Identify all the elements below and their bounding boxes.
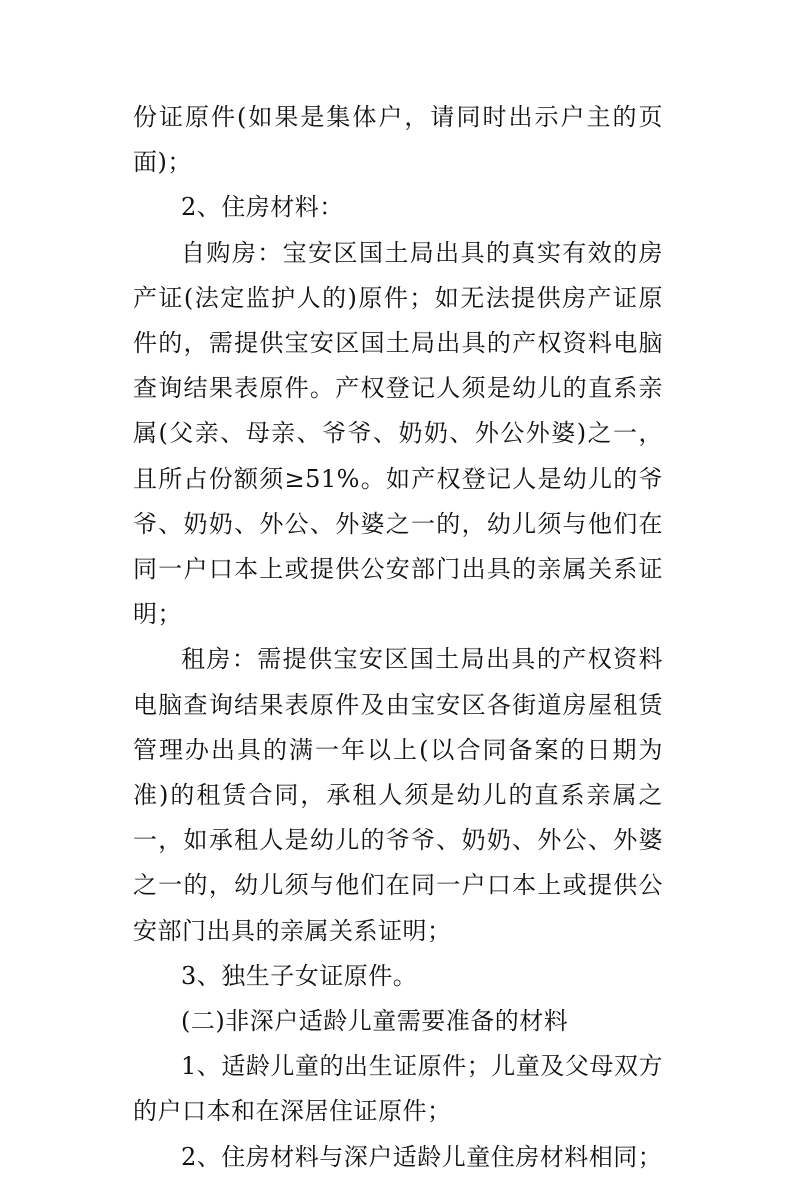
paragraph-rented-house: 租房：需提供宝安区国土局出具的产权资料电脑查询结果表原件及由宝安区各街道房屋租赁管理办出具的满一年以上(以合同备案的日期为准)的租赁合同，承租人须是幼儿的直系亲属之一，如承租人是幼儿的爷爷、奶奶、外公、外婆之一的，幼儿须与他们在同一户口本上或提供公安部门出具的亲属关系证明； <box>133 645 663 945</box>
paragraph-only-child-certificate: 3、独生子女证原件。 <box>181 961 418 990</box>
paragraph-housing-heading: 2、住房材料： <box>181 193 344 222</box>
document-body <box>133 95 663 1180</box>
paragraph-id-card-continuation: 份证原件(如果是集体户，请同时出示户主的页面)； <box>133 103 663 177</box>
section-heading-non-shenzhen: (二)非深户适龄儿童需要准备的材料 <box>181 1007 569 1036</box>
paragraph-owned-house: 自购房：宝安区国土局出具的真实有效的房产证(法定监护人的)原件；如无法提供房产证原件的，需提供宝安区国土局出具的产权资料电脑查询结果表原件。产权登记人须是幼儿的直系亲属(父亲、母亲、爷爷、奶奶、外公外婆)之一，且所占份额须≥51%。如产权登记人是幼儿的爷爷、奶奶、外公、外婆之一的，幼儿须与他们在同一户口本上或提供公安部门出具的亲属关系证明； <box>133 238 663 629</box>
paragraph-birth-certificate: 1、适龄儿童的出生证原件；儿童及父母双方的户口本和在深居住证原件； <box>133 1052 663 1126</box>
paragraph-housing-same: 2、住房材料与深户适龄儿童住房材料相同； <box>181 1142 663 1171</box>
